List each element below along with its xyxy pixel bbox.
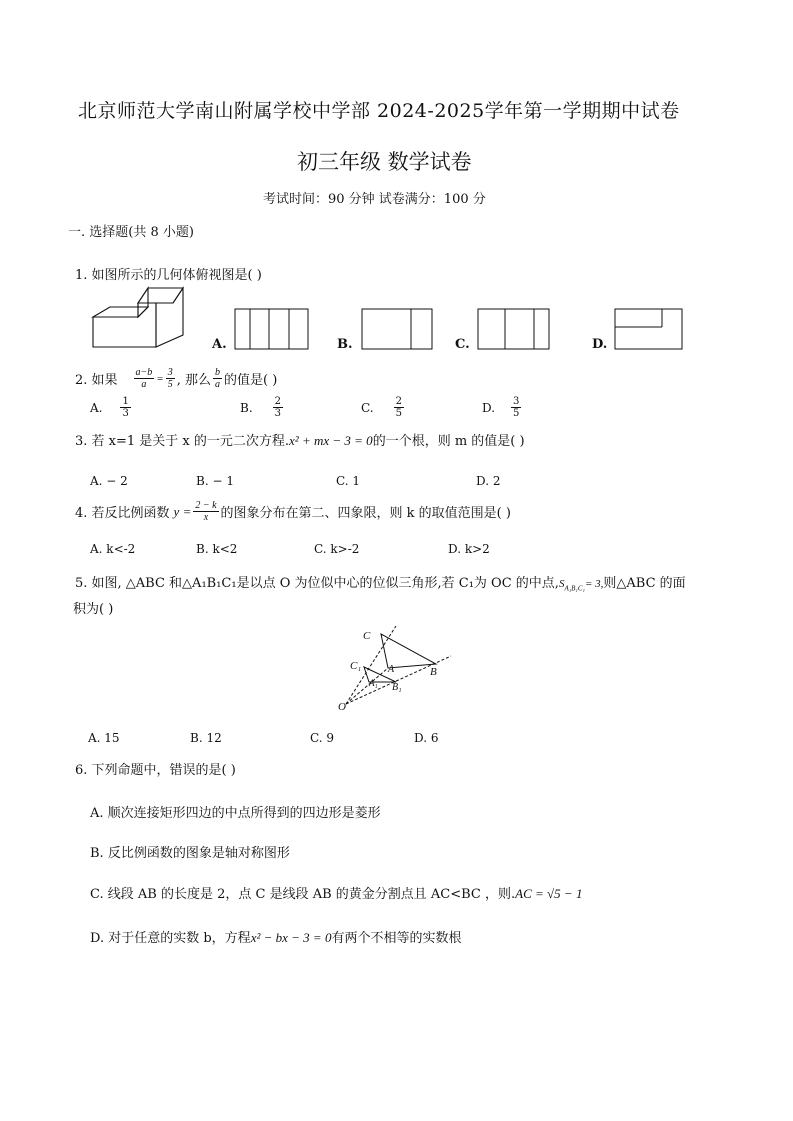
q1-option-c-label: C. (455, 337, 470, 352)
q5-label-c: C (363, 630, 371, 642)
q1-option-b-figure (361, 308, 434, 350)
question-3-stem: 3. 若 x=1 是关于 x 的一元二次方程.x² + mx − 3 = 0的一个根，则 m 的值是( ) (75, 433, 525, 449)
exam-info: 考试时间：90 分钟 试卷满分：100 分 (263, 192, 486, 207)
q3-option-c: C. 1 (336, 474, 361, 488)
q5-label-c1: C₁ (350, 660, 362, 672)
q5-option-b: B. 12 (190, 731, 222, 745)
q4-option-b: B. k<2 (196, 542, 238, 556)
q1-option-d-label: D. (592, 337, 608, 352)
q4-option-c: C. k>-2 (314, 542, 360, 556)
section-heading: 一. 选择题(共 8 小题) (68, 225, 194, 240)
q3-option-a: A. − 2 (90, 474, 128, 488)
q2-option-a: A. $\frac{1}{3}$ (90, 396, 129, 419)
q6-option-d: D. 对于任意的实数 b，方程x² − bx − 3 = 0有两个不相等的实数根 (90, 930, 462, 946)
q3-option-d: D. 2 (476, 474, 501, 488)
q3-option-b: B. − 1 (196, 474, 234, 488)
exam-subtitle: 初三年级 数学试卷 (297, 150, 472, 174)
exam-title: 北京师范大学南山附属学校中学部 2024-2025学年第一学期期中试卷 (78, 100, 680, 122)
question-5-line-2: 积为( ) (73, 602, 114, 617)
question-5-line-1: 5. 如图, △ABC 和△A₁B₁C₁是以点 O 为位似中心的位似三角形,若 C₁为 OC 的中点$,S_{A_1B_1C_1}= 3$,则△ABC 的面 (75, 576, 686, 593)
q1-option-a-figure (234, 308, 310, 350)
q1-option-d-figure (614, 308, 684, 350)
question-2-stem: 2. 如果 $\frac{a-b}{a}$ = $\frac{3}{5}$ , 那么 $\frac{b}{a}$ 的值是( ) (75, 367, 278, 390)
q6-option-b: B. 反比例函数的图象是轴对称图形 (90, 846, 290, 861)
q5-option-c: C. 9 (310, 731, 335, 745)
q1-option-a-label: A. (212, 337, 227, 352)
q2-option-d: D. $\frac{3}{5}$ (482, 396, 520, 419)
q2-option-b: B. $\frac{2}{3}$ (240, 396, 282, 419)
question-4-stem: 4. 若反比例函数 y = $\frac{2 - k}{x}$ 的图象分布在第二、四象限，则 k 的取值范围是( ) (75, 500, 511, 523)
q1-option-c-figure (477, 308, 551, 350)
q6-option-c: C. 线段 AB 的长度是 2，点 C 是线段 AB 的黄金分割点且 AC<BC ，则.AC = √5 − 1 (90, 886, 583, 902)
question-1-stem: 1. 如图所示的几何体俯视图是( ) (75, 268, 262, 283)
q5-option-d: D. 6 (414, 731, 439, 745)
q1-solid-figure (88, 285, 188, 355)
q1-option-b-label: B. (337, 337, 353, 352)
q5-label-a: A (388, 664, 395, 675)
q5-homothety-figure (336, 622, 460, 714)
q5-label-o: O (338, 701, 346, 713)
q5-label-a1: A₁ (369, 678, 378, 688)
q2-option-c: C. $\frac{2}{5}$ (361, 396, 402, 419)
question-6-stem: 6. 下列命题中，错误的是( ) (75, 763, 236, 778)
q4-option-d: D. k>2 (448, 542, 490, 556)
q4-option-a: A. k<-2 (90, 542, 136, 556)
q5-label-b: B (430, 666, 437, 678)
q6-option-a: A. 顺次连接矩形四边的中点所得到的四边形是菱形 (90, 806, 381, 821)
q5-label-b1: B₁ (392, 682, 402, 693)
q5-option-a: A. 15 (88, 731, 120, 745)
